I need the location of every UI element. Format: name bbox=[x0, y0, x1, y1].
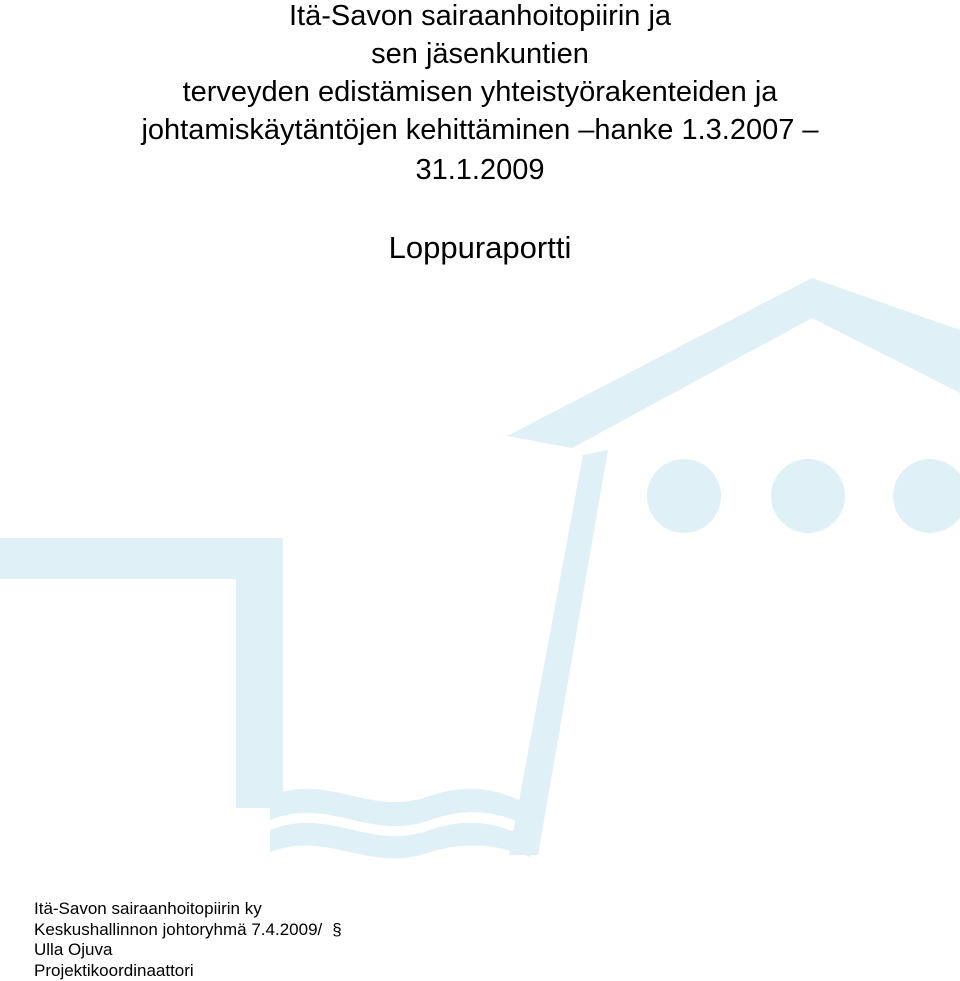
title-line: Itä-Savon sairaanhoitopiirin ja bbox=[0, 0, 960, 35]
title-line: 31.1.2009 bbox=[0, 151, 960, 189]
title-line: johtamiskäytäntöjen kehittäminen –hanke 1.3.2007 – bbox=[0, 111, 960, 149]
section-mark: § bbox=[332, 920, 341, 939]
footer-author: Ulla Ojuva bbox=[34, 940, 342, 961]
document-title bbox=[0, 0, 960, 189]
footer-approval-line bbox=[34, 920, 342, 941]
title-line: sen jäsenkuntien bbox=[0, 35, 960, 73]
report-subtitle: Loppuraportti bbox=[0, 228, 960, 268]
footer-approval: Keskushallinnon johtoryhmä 7.4.2009/ bbox=[34, 920, 322, 939]
title-line: terveyden edistämisen yhteistyörakenteiden ja bbox=[0, 73, 960, 111]
document-footer bbox=[34, 899, 342, 981]
footer-role: Projektikoordinaattori bbox=[34, 961, 342, 981]
footer-organization: Itä-Savon sairaanhoitopiirin ky bbox=[34, 899, 342, 920]
